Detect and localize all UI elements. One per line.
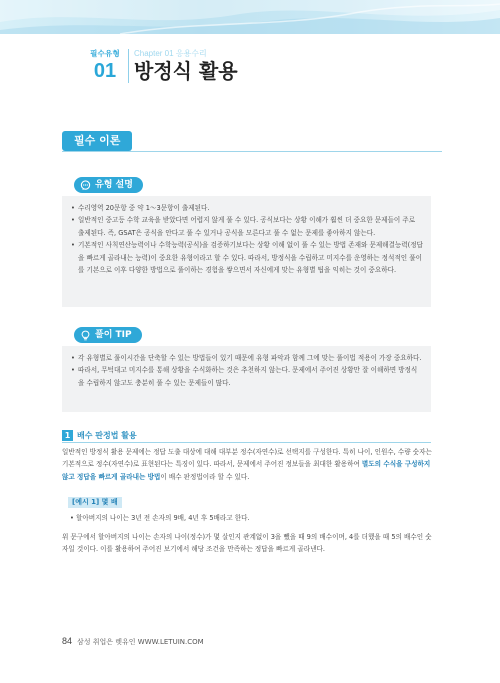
type-badge-label: 필수유형 [90, 49, 120, 58]
section1-underline [62, 442, 431, 443]
example-item: • 할아버지의 나이는 3년 전 손자의 9배, 4년 후 5배라고 한다. [70, 514, 250, 522]
chapter-label: Chapter 01 응용수리 [134, 49, 207, 58]
footer [62, 636, 204, 647]
list-item: • 일반적인 중고등 수학 교육을 받았다면 어렵지 않게 풀 수 있다. 공식보다는 상황 이해가 훨씬 더 중요한 문제들이 주로 출제된다. 즉, GSAT은 공식을 안다고 풀 수 있거나 공식을 모른다고 풀 수 없는 문제를 좋아하지 않는다. [71, 214, 423, 239]
list-item: • 기본적인 사칙연산능력이나 수학능력(공식)을 검증하기보다는 상황 이해 없이 풀 수 있는 방법 존재와 문제해결능력(정답을 빠르게 골라내는 능력)이 중요한 유형이라고 할 수 있다. 따라서, 방정식을 수립하고 미지수를 운영하는 정석적인 풀이를 기본으로 이후 다양한 방법으로 풀이하는 경험을 쌓으면서 자신에게 맞는 유형별 팁을 익히는 것이 중요하다. [71, 239, 423, 276]
footer-text: 삼성 취업은 렛유인 WWW.LETUIN.COM [77, 638, 204, 646]
header-titles [134, 48, 238, 82]
type-description-box [62, 196, 431, 307]
header-white-area [0, 34, 500, 94]
lightbulb-icon [80, 330, 91, 341]
section1-title: 배수 판정법 활용 [77, 431, 137, 440]
type-badge [86, 48, 124, 82]
example-tag: [예시 1] 몇 배 [68, 497, 122, 508]
section1-heading [62, 430, 137, 441]
highlighted-text: 별도의 수식을 구성하지 않고 정답을 빠르게 골라내는 방법 [62, 460, 431, 481]
header-divider [128, 49, 129, 83]
type-description-pill [74, 177, 143, 193]
type-description-label: 유형 설명 [95, 180, 133, 190]
chat-icon [80, 180, 91, 191]
closing-paragraph: 위 문구에서 할아버지의 나이는 손자의 나이(정수)가 몇 살인지 관계없이 3을 뺐을 때 9의 배수이며, 4를 더했을 때 5의 배수인 숫자일 것이다. 이를 활용하여 주어진 보기에서 해당 조건을 만족하는 정답을 빠르게 골라낸다. [62, 533, 432, 554]
tip-box [62, 346, 431, 412]
header-banner [0, 0, 500, 34]
section-tab: 필수 이론 [62, 131, 132, 151]
list-item: • 따라서, 무턱대고 미지수를 통해 상황을 수식화하는 것은 추천하지 않는다. 문제에서 주어진 상황만 잘 이해하면 방정식을 수립하지 않고도 충분히 풀 수 있는 문제들이 많다. [71, 364, 423, 389]
type-badge-number: 01 [93, 60, 117, 82]
tip-label: 풀이 TIP [95, 330, 132, 340]
list-item: • 수리영역 20문항 중 약 1～3문항이 출제된다. [71, 202, 423, 214]
section-tab-underline [62, 151, 442, 152]
page-number: 84 [62, 636, 73, 646]
page-title: 방정식 활용 [134, 59, 238, 83]
wave-decoration [0, 0, 500, 34]
section1-paragraph [62, 446, 434, 483]
paragraph-text: 일반적인 방정식 활용 문제에는 정답 도출 대상에 대해 대부분 정수(자연수)로 선택지를 구성한다. 특히 나이, 인원수, 수량 숫자는 기본적으로 정수(자연수)로 표현된다는 특징이 있다. 따라서, 문제에서 주어진 정보들을 최대한 활용하여 [62, 448, 432, 469]
paragraph-tail: 이 배수 판정법이라 할 수 있다. [160, 472, 250, 481]
list-item: • 각 유형별로 풀이시간을 단축할 수 있는 방법들이 있기 때문에 유형 파악과 함께 그에 맞는 풀이법 적용이 가장 중요하다. [71, 352, 423, 364]
section1-number: 1 [62, 430, 73, 441]
tip-pill [74, 327, 142, 343]
